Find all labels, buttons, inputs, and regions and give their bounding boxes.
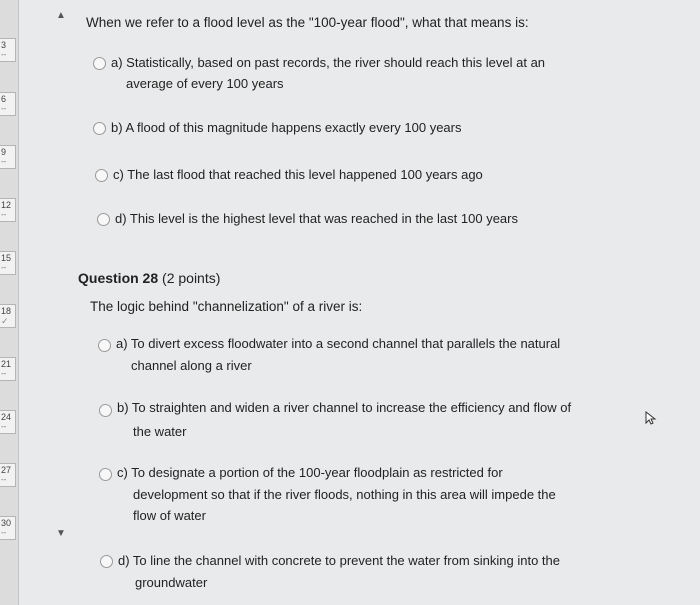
nav-status: -- bbox=[1, 157, 7, 166]
question-28-prompt: The logic behind "channelization" of a river is: bbox=[90, 299, 363, 314]
option-text: a) To divert excess floodwater into a second channel that parallels the natural bbox=[116, 336, 561, 351]
nav-status: -- bbox=[1, 263, 7, 272]
nav-number: 12 bbox=[1, 200, 12, 210]
option-text: c) The last flood that reached this level happened 100 years ago bbox=[113, 167, 483, 182]
nav-question-30[interactable] bbox=[0, 516, 16, 540]
option-text: average of every 100 years bbox=[126, 76, 284, 91]
question-28-heading bbox=[78, 270, 220, 286]
nav-number: 6 bbox=[1, 94, 7, 104]
question-points: (2 points) bbox=[162, 270, 221, 286]
option-text: the water bbox=[133, 424, 187, 439]
question-27-prompt: When we refer to a flood level as the "100-year flood", what that means is: bbox=[86, 15, 529, 30]
option-text: b) To straighten and widen a river channel to increase the efficiency and flow of bbox=[117, 400, 572, 415]
option-text: development so that if the river floods, nothing in this area will impede the bbox=[133, 487, 556, 502]
radio-button[interactable] bbox=[93, 57, 106, 70]
nav-status: -- bbox=[1, 369, 7, 378]
nav-question-27[interactable] bbox=[0, 463, 16, 487]
nav-status: -- bbox=[1, 210, 7, 219]
nav-question-3[interactable] bbox=[0, 38, 16, 62]
nav-question-6[interactable] bbox=[0, 92, 16, 116]
radio-button[interactable] bbox=[97, 213, 110, 226]
nav-question-24[interactable] bbox=[0, 410, 16, 434]
option-text: d) This level is the highest level that was reached in the last 100 years bbox=[115, 211, 518, 226]
mouse-cursor-icon bbox=[645, 411, 657, 428]
radio-button[interactable] bbox=[99, 404, 112, 417]
nav-question-21[interactable] bbox=[0, 357, 16, 381]
nav-number: 27 bbox=[1, 465, 12, 475]
option-text: flow of water bbox=[133, 508, 206, 523]
nav-number: 21 bbox=[1, 359, 12, 369]
nav-status: -- bbox=[1, 50, 7, 59]
nav-status: -- bbox=[1, 528, 7, 537]
scroll-down-icon[interactable]: ▼ bbox=[56, 528, 66, 539]
nav-number: 24 bbox=[1, 412, 12, 422]
radio-button[interactable] bbox=[98, 339, 111, 352]
nav-status: -- bbox=[1, 475, 7, 484]
nav-question-9[interactable] bbox=[0, 145, 16, 169]
option-text: d) To line the channel with concrete to prevent the water from sinking into the bbox=[118, 553, 561, 568]
option-text: b) A flood of this magnitude happens exactly every 100 years bbox=[111, 120, 462, 135]
radio-button[interactable] bbox=[95, 169, 108, 182]
check-icon: ✓ bbox=[1, 316, 9, 326]
nav-number: 9 bbox=[1, 147, 7, 157]
option-text: c) To designate a portion of the 100-year floodplain as restricted for bbox=[117, 465, 503, 480]
nav-number: 30 bbox=[1, 518, 12, 528]
radio-button[interactable] bbox=[99, 468, 112, 481]
option-text: a) Statistically, based on past records, the river should reach this level at an bbox=[111, 55, 546, 70]
radio-button[interactable] bbox=[100, 555, 113, 568]
question-title: Question 28 bbox=[78, 270, 159, 286]
scroll-up-icon[interactable]: ▲ bbox=[56, 10, 66, 21]
nav-question-18[interactable] bbox=[0, 304, 16, 328]
nav-number: 3 bbox=[1, 40, 7, 50]
question-navigator bbox=[0, 0, 19, 605]
option-text: channel along a river bbox=[131, 358, 252, 373]
radio-button[interactable] bbox=[93, 122, 106, 135]
nav-question-12[interactable] bbox=[0, 198, 16, 222]
nav-question-15[interactable] bbox=[0, 251, 16, 275]
nav-number: 18 bbox=[1, 306, 12, 316]
nav-status: -- bbox=[1, 104, 7, 113]
nav-status: -- bbox=[1, 422, 7, 431]
nav-number: 15 bbox=[1, 253, 12, 263]
option-text: groundwater bbox=[135, 575, 208, 590]
